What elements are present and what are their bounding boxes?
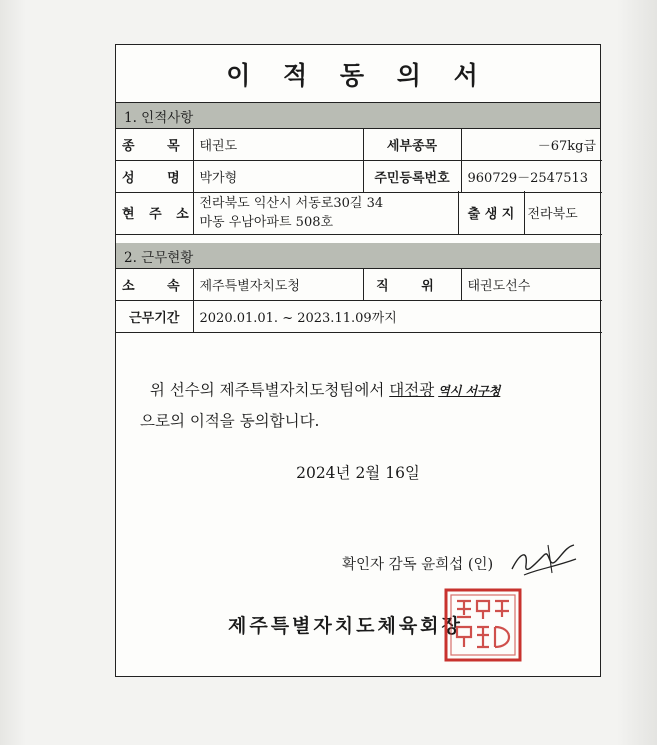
statement-line-2: 으로의 이적을 동의합니다.: [140, 412, 320, 430]
rrn-value: 960729－2547513: [461, 161, 602, 193]
name-value: 박가형: [193, 161, 363, 193]
address-value: [193, 191, 458, 235]
affiliation-label: 소 속: [116, 269, 193, 301]
address-table: [116, 191, 602, 235]
consent-document: [115, 44, 601, 677]
destination-handwritten: 역시 서구청: [438, 384, 501, 398]
address-line-1: 전라북도 익산시 서동로30길 34: [199, 195, 384, 211]
event-value: －67kg급: [461, 129, 602, 161]
event-label: 세부종목: [363, 129, 461, 161]
address-line-2: 마동 우남아파트 508호: [199, 214, 334, 230]
consent-statement: [140, 375, 500, 436]
birthplace-label: 출 생 지: [458, 191, 524, 235]
table-row: [116, 301, 602, 333]
table-row: [116, 269, 602, 301]
destination-team: [389, 381, 500, 399]
personal-info-table: [116, 129, 602, 193]
table-row: [116, 161, 602, 193]
period-label: 근무기간: [116, 301, 193, 333]
document-title: 이 적 동 의 서: [116, 45, 600, 103]
confirmer-line: 확인자 감독 윤희섭 (인): [342, 557, 494, 573]
position-label: 직 위: [363, 269, 461, 301]
birthplace-value: 전라북도: [524, 191, 602, 235]
section-personal-info: 1. 인적사항: [116, 103, 600, 129]
statement-line-1: [140, 375, 500, 406]
sport-value: 태권도: [193, 129, 363, 161]
table-row: [116, 129, 602, 161]
organization-name: 제주특별자치도체육회장: [228, 615, 463, 637]
page-shadow-right: [617, 0, 657, 745]
statement-prefix: 위 선수의 제주특별자치도청팀에서: [149, 381, 385, 399]
position-value: 태권도선수: [461, 269, 602, 301]
official-seal-icon: [443, 587, 523, 663]
signature-icon: [504, 539, 580, 583]
page-shadow-left: [0, 0, 26, 745]
period-value: 2020.01.01. ~ 2023.11.09까지: [193, 301, 602, 333]
sport-label: 종 목: [116, 129, 193, 161]
name-label: 성 명: [116, 161, 193, 193]
section-work-status: 2. 근무현황: [116, 243, 600, 269]
table-row: [116, 191, 602, 235]
document-date: 2024년 2월 16일: [296, 464, 420, 482]
affiliation-value: 제주특별자치도청: [193, 269, 363, 301]
rrn-label: 주민등록번호: [363, 161, 461, 193]
destination-printed: 대전광: [389, 381, 435, 399]
work-table: [116, 269, 602, 333]
address-label: 현 주 소: [116, 191, 193, 235]
